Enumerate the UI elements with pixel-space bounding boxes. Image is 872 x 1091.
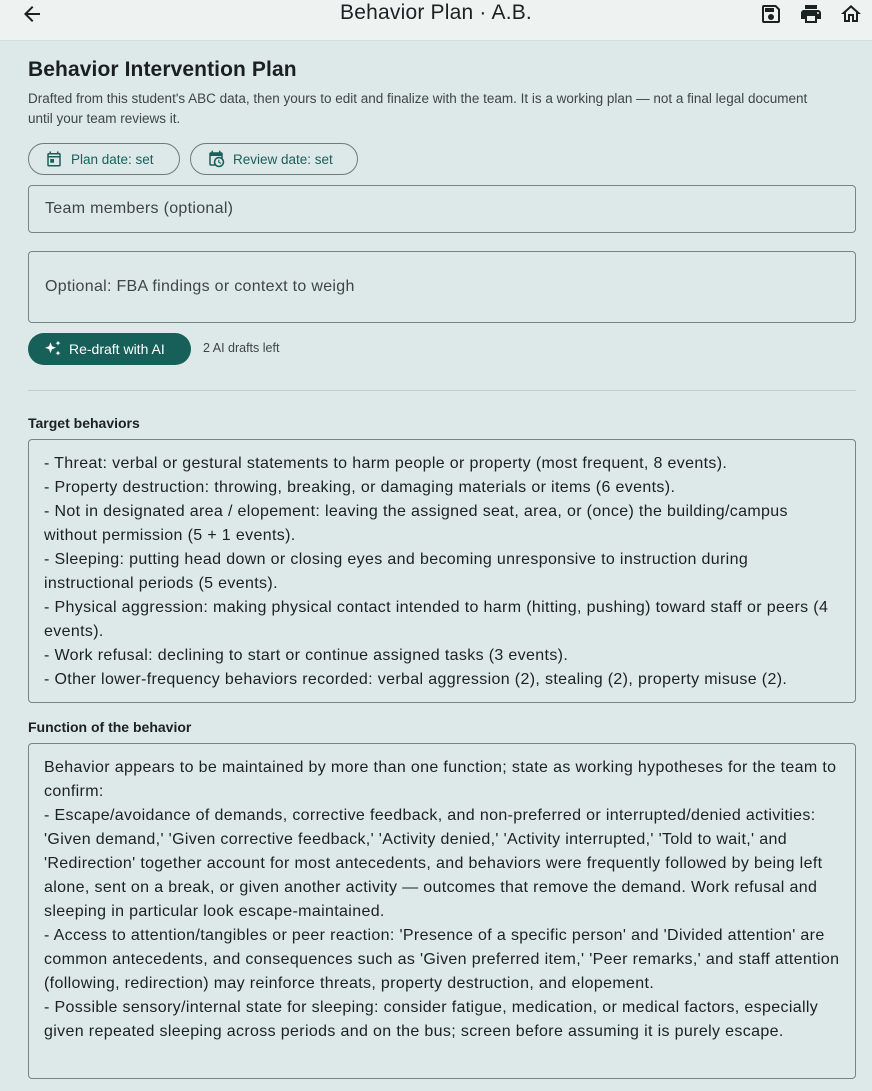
target-behavior-line: - Sleeping: putting head down or closing eyes and becoming unresponsive to instruction during instructional periods (5 events). [44, 551, 749, 592]
drafts-remaining: 2 AI drafts left [203, 341, 280, 355]
plan-date-chip[interactable] [28, 143, 180, 175]
team-members-field[interactable] [28, 185, 856, 233]
target-behavior-line: - Physical aggression: making physical contact intended to harm (hitting, pushing) toward staff or peers (4 events). [44, 599, 829, 640]
function-textarea[interactable] [28, 743, 856, 1079]
plan-date-label: Plan date: set [71, 151, 154, 167]
target-behaviors-textarea[interactable] [28, 439, 856, 703]
target-behavior-line: - Not in designated area / elopement: leaving the assigned seat, area, or (once) the building/campus without permission (5 + 1 events). [44, 503, 788, 544]
home-icon[interactable] [839, 2, 863, 26]
print-icon[interactable] [799, 2, 823, 26]
calendar-icon [45, 150, 63, 168]
save-icon[interactable] [759, 2, 783, 26]
review-date-label: Review date: set [233, 151, 333, 167]
target-behavior-line: - Threat: verbal or gestural statements to harm people or property (most frequent, 8 events). [44, 455, 728, 472]
review-date-chip[interactable] [190, 143, 358, 175]
target-behaviors-label: Target behaviors [28, 415, 140, 431]
plan-subtitle: Drafted from this student's ABC data, then yours to edit and finalize with the team. It is a working plan — not a final legal document until your team reviews it. [28, 91, 808, 126]
function-line: - Escape/avoidance of demands, corrective feedback, and non-preferred or interrupted/denied activities: 'Given demand,' 'Given corrective feedback,' 'Activity denied,' 'Activity interrupted,' 'Told to wait,' and 'Redirection' together account for most antecedents, and behaviors were frequently followed by being left alone, sent on a break, or given another activity — outcomes that remove the demand. Work refusal and sleeping in particular look escape-maintained. [44, 807, 823, 920]
team-members-placeholder: Team members (optional) [45, 200, 234, 217]
fba-findings-placeholder: Optional: FBA findings or context to weigh [45, 278, 355, 295]
function-label: Function of the behavior [28, 719, 192, 735]
calendar-clock-icon [207, 150, 225, 168]
sparkle-icon [43, 339, 63, 359]
redraft-ai-button[interactable] [28, 333, 191, 365]
plan-heading: Behavior Intervention Plan [28, 58, 297, 81]
target-behavior-line: - Property destruction: throwing, breaking, or damaging materials or items (6 events). [44, 479, 676, 496]
target-behavior-line: - Work refusal: declining to start or continue assigned tasks (3 events). [44, 647, 569, 664]
page-title: Behavior Plan · A.B. [340, 1, 532, 24]
redraft-label: Re-draft with AI [69, 341, 165, 357]
target-behavior-line: - Other lower-frequency behaviors recorded: verbal aggression (2), stealing (2), property misuse (2). [44, 671, 788, 688]
function-line: - Possible sensory/internal state for sleeping: consider fatigue, medication, or medical factors, especially given repeated sleeping across periods and on the bus; screen before assuming it is purely escape. [44, 999, 819, 1040]
fba-findings-field[interactable] [28, 251, 856, 323]
app-bar [0, 0, 872, 41]
function-line: - Access to attention/tangibles or peer reaction: 'Presence of a specific person' and 'Divided attention' are common antecedents, and consequences such as 'Given preferred item,' 'Peer remarks,' and staff attention (following, redirection) may reinforce threats, property destruction, and elopement. [44, 927, 840, 992]
divider [28, 390, 856, 391]
function-line: Behavior appears to be maintained by more than one function; state as working hypotheses for the team to confirm: [44, 759, 837, 800]
